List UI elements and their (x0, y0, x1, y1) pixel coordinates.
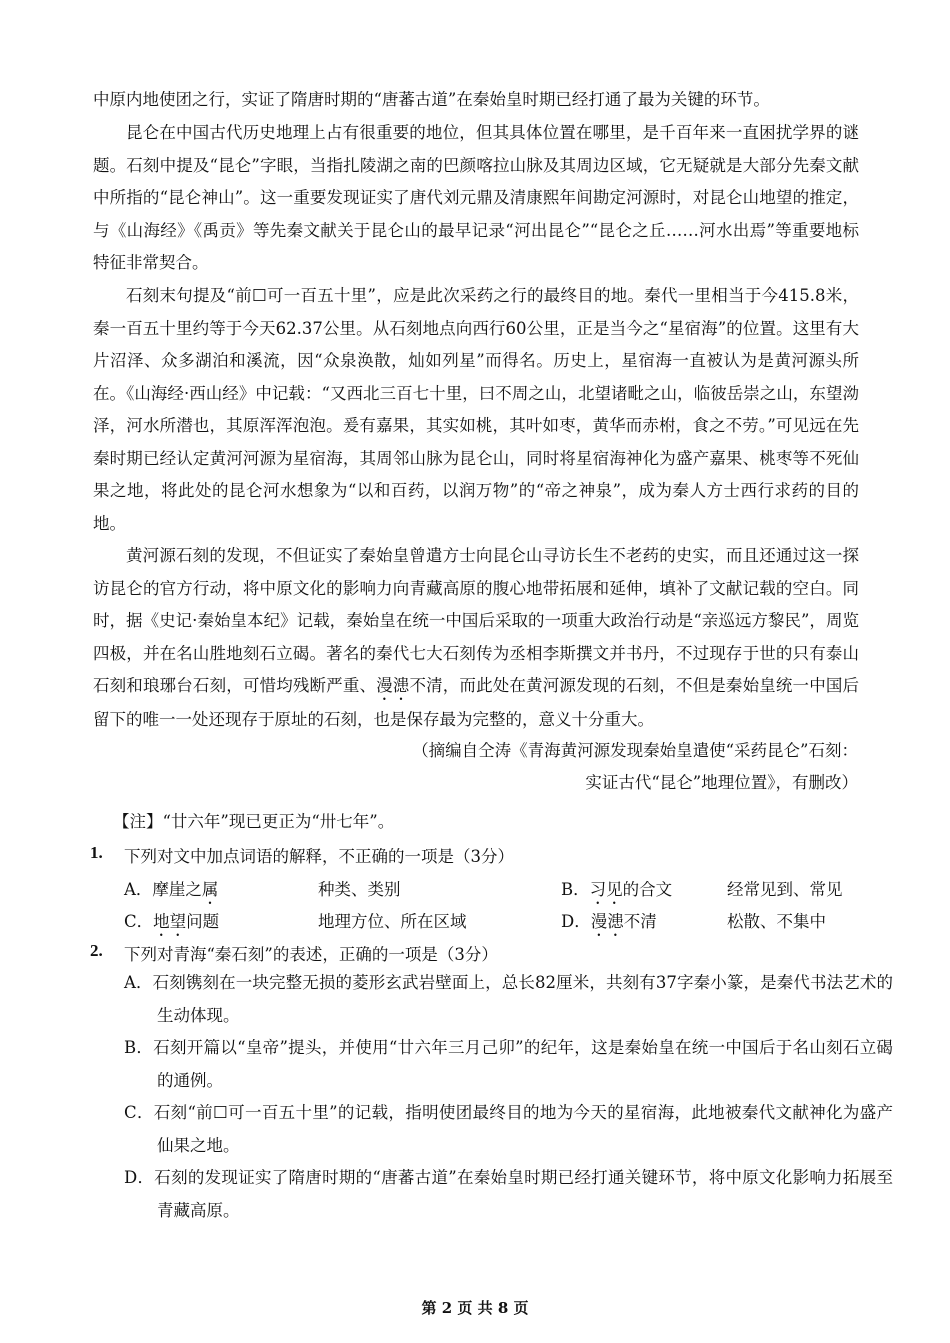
option-label: D． (561, 912, 591, 931)
q1-option-d[interactable] (561, 908, 657, 940)
dotted-word-manhuan: 漫漶 (376, 676, 410, 695)
option-term: 的合文 (622, 880, 673, 899)
question-2-stem: 下列对青海“秦石刻”的表述，正确的一项是（3分） (124, 945, 498, 964)
q1-option-c[interactable] (124, 908, 219, 940)
q1-option-b[interactable] (561, 876, 672, 908)
question-1-number: 1. (90, 843, 103, 862)
q2-option-a[interactable]: A．石刻镌刻在一块完整无损的菱形玄武岩壁面上，总长82厘米，共刻有37字秦小篆，是秦代书法艺术的生动体现。 (124, 973, 893, 1025)
option-term: 问题 (186, 912, 220, 931)
q1-option-b-gloss: 经常见到、常见 (727, 880, 843, 899)
passage-paragraph-significance (93, 540, 859, 737)
question-1-stem: 下列对文中加点词语的解释，不正确的一项是（3分） (124, 847, 514, 866)
q1-option-d-gloss: 松散、不集中 (727, 912, 826, 931)
question-2-number: 2. (90, 941, 103, 960)
option-label: A． (124, 880, 153, 899)
q2-option-b[interactable]: B．石刻开篇以“皇帝”提头，并使用“廿六年三月己卯”的纪年，这是秦始皇在统一中国后于名山刻石立碣的通例。 (124, 1038, 893, 1090)
q1-option-c-gloss: 地理方位、所在区域 (318, 912, 467, 931)
option-dotted-term: 地望 (153, 912, 187, 931)
option-label: B． (561, 880, 590, 899)
option-dotted-term: 习见 (589, 880, 623, 899)
option-label: C． (124, 912, 154, 931)
citation-line-2: 实证古代“昆仑”地理位置》，有删改） (585, 773, 858, 792)
passage-paragraph-continued: 中原内地使团之行，实证了隋唐时期的“唐蕃古道”在秦始皇时期已经打通了最为关键的环节。 (93, 90, 770, 109)
option-dotted-term: 漫漶 (590, 912, 624, 931)
page-number-footer: 第 2 页 共 8 页 (421, 1299, 529, 1317)
passage-paragraph-kunlun: 昆仑在中国古代历史地理上占有很重要的地位，但其具体位置在哪里，是千百年来一直困扰学界的谜题。石刻中提及“昆仑”字眼，当指扎陵湖之南的巴颜喀拉山脉及其周边区域，它无疑就是大部分先秦文献中所指的“昆仑神山”。这一重要发现证实了唐代刘元鼎及清康熙年间勘定河源时，对昆仑山地望的推定，与《山海经》《禹贡》等先秦文献关于昆仑山的最早记录“河出昆仑”“昆仑之丘……河水出焉”等重要地标特征非常契合。 (93, 123, 859, 272)
q2-option-c[interactable]: C．石刻“前☐可一百五十里”的记载，指明使团最终目的地为今天的星宿海，此地被秦代文献神化为盛产仙果之地。 (124, 1103, 893, 1155)
paragraph-text-part2: 不清，而此处在黄河源发现的石刻，不但是秦始皇统一中国后留下的唯一一处还现存于原址的石刻，也是保存最为完整的，意义十分重大。 (93, 676, 860, 729)
paragraph-text-part1: 黄河源石刻的发现，不但证实了秦始皇曾遣方士向昆仑山寻访长生不老药的史实，而且还通过这一探访昆仑的官方行动，将中原文化的影响力向青藏高原的腹心地带拓展和延伸，填补了文献记载的空白。同时，据《史记·秦始皇本纪》记载，秦始皇在统一中国后采取的一项重大政治行动是“亲巡远方黎民”，周览四极，并在名山胜地刻石立碣。著名的秦代七大石刻传为丞相李斯撰文并书丹，不过现存于世的只有泰山石刻和琅琊台石刻，可惜均残断严重、 (93, 546, 859, 695)
option-dotted-term: 属 (201, 880, 219, 899)
option-term: 不清 (623, 912, 657, 931)
passage-paragraph-xingxiuhai: 石刻末句提及“前☐可一百五十里”，应是此次采药之行的最终目的地。秦代一里相当于今415.8米，秦一百五十里约等于今天62.37公里。从石刻地点向西行60公里，正是当今之“星宿海”的位置。这里有大片沼泽、众多湖泊和溪流，因“众泉涣散，灿如列星”而得名。历史上，星宿海一直被认为是黄河源头所在。《山海经·西山经》中记载：“又西北三百七十里，曰不周之山，北望诸毗之山，临彼岳崇之山，东望泑泽，河水所潜也，其原浑浑泡泡。爰有嘉果，其实如桃，其叶如枣，黄华而赤柎，食之不劳。”可见远在先秦时期已经认定黄河河源为星宿海，其周邻山脉为昆仑山，同时将星宿海神化为盛产嘉果、桃枣等不死仙果之地，将此处的昆仑河水想象为“以和百药，以润万物”的“帝之神泉”，成为秦人方士西行求药的目的地。 (93, 286, 859, 533)
q1-option-a[interactable] (124, 876, 218, 908)
option-term: 摩崖之 (152, 880, 202, 899)
editor-note: 【注】“廿六年”现已更正为“卅七年”。 (113, 812, 395, 831)
q1-option-a-gloss: 种类、类别 (318, 880, 401, 899)
citation-line-1: （摘编自仝涛《青海黄河源发现秦始皇遣使“采药昆仑”石刻： (412, 741, 858, 760)
q2-option-d[interactable]: D．石刻的发现证实了隋唐时期的“唐蕃古道”在秦始皇时期已经打通关键环节，将中原文化影响力拓展至青藏高原。 (124, 1168, 893, 1220)
